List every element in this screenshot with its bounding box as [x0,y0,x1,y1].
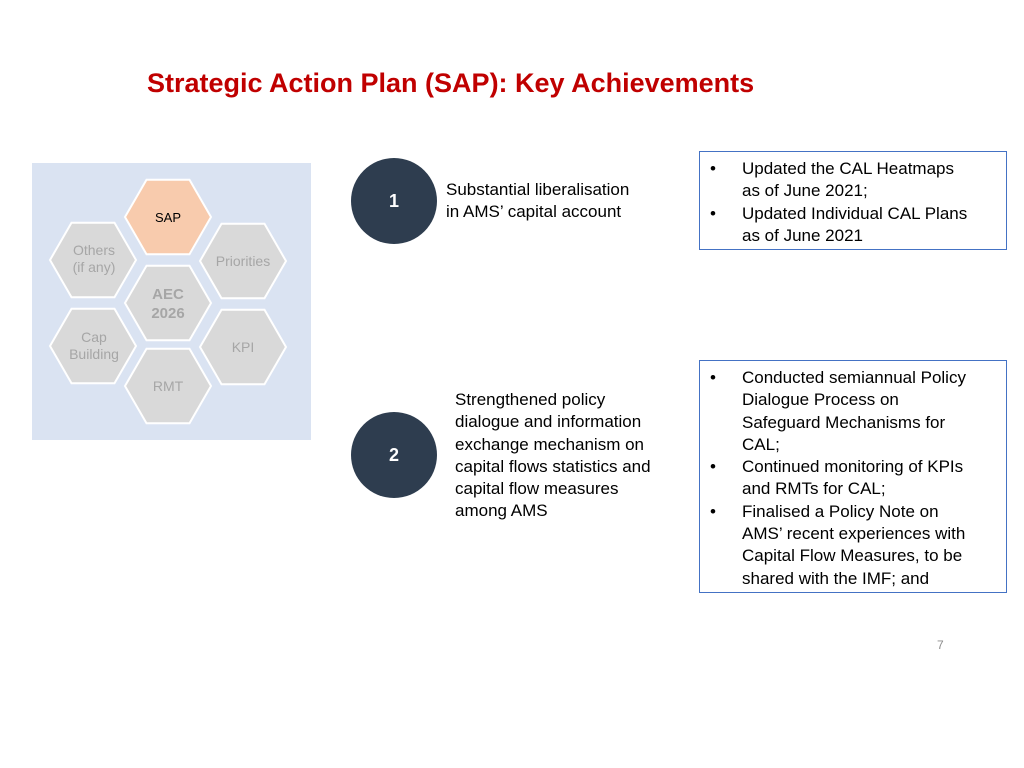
hexagon-label-cap [54,329,134,363]
hexagon-label-others-text: Others (if any) [72,242,116,275]
hexagon-label-kpi [203,339,283,356]
hexagon-label-aec-text: AEC 2026 [151,286,185,322]
hexagon-label-rmt-text: RMT [152,378,184,394]
hexagon-label-kpi-text: KPI [231,339,255,355]
achievement-2-bullet-1 [700,367,1002,456]
achievement-1-bullet-1 [700,158,1002,203]
achievement-1-bullet-2-text: Updated Individual CAL Plans as of June 2021 [742,203,968,245]
hexagon-label-rmt [128,378,208,395]
bullet-icon: • [710,457,716,477]
bullet-icon: • [710,159,716,178]
hexagon-label-sap-text: SAP [154,210,181,225]
achievement-2-bullet-2-text: Continued monitoring of KPIs and RMTs for CAL; [742,457,964,499]
achievement-2-bullet-2 [700,456,1002,501]
hexagon-label-priorities-text: Priorities [215,253,271,269]
page-number: 7 [937,638,944,652]
bullet-icon: • [710,203,716,223]
achievement-1-details [699,151,1007,250]
achievement-1-bullet-2 [700,203,1002,248]
slide-title: Strategic Action Plan (SAP): Key Achievements [147,68,755,98]
achievement-2-bullet-1-text: Conducted semiannual Policy Dialogue Process on Safeguard Mechanisms for CAL; [742,368,966,454]
achievement-1-text: Substantial liberalisation in AMS’ capital account [446,180,630,222]
achievement-1-number: 1 [351,158,437,244]
bullet-icon: • [710,501,716,521]
hexagon-diagram [32,163,311,440]
hexagon-label-aec [128,285,208,323]
hexagon-label-cap-text: Cap Building [69,329,119,362]
achievement-1-bullet-1-text: Updated the CAL Heatmaps as of June 2021; [742,159,954,201]
hexagon-label-priorities [203,253,283,270]
achievement-2-text: Strengthened policy dialogue and information exchange mechanism on capital flows statistics and capital flow measures among AMS [455,390,651,521]
achievement-2-bullet-3-text: Finalised a Policy Note on AMS’ recent experiences with Capital Flow Measures, to be shared with the IMF; and [742,501,966,588]
achievement-2-number: 2 [351,412,437,498]
hexagon-label-others [54,242,134,276]
achievement-2-bullet-3 [700,501,1002,590]
bullet-icon: • [710,368,716,387]
hexagon-label-sap [138,209,198,226]
achievement-2-details [699,360,1007,593]
